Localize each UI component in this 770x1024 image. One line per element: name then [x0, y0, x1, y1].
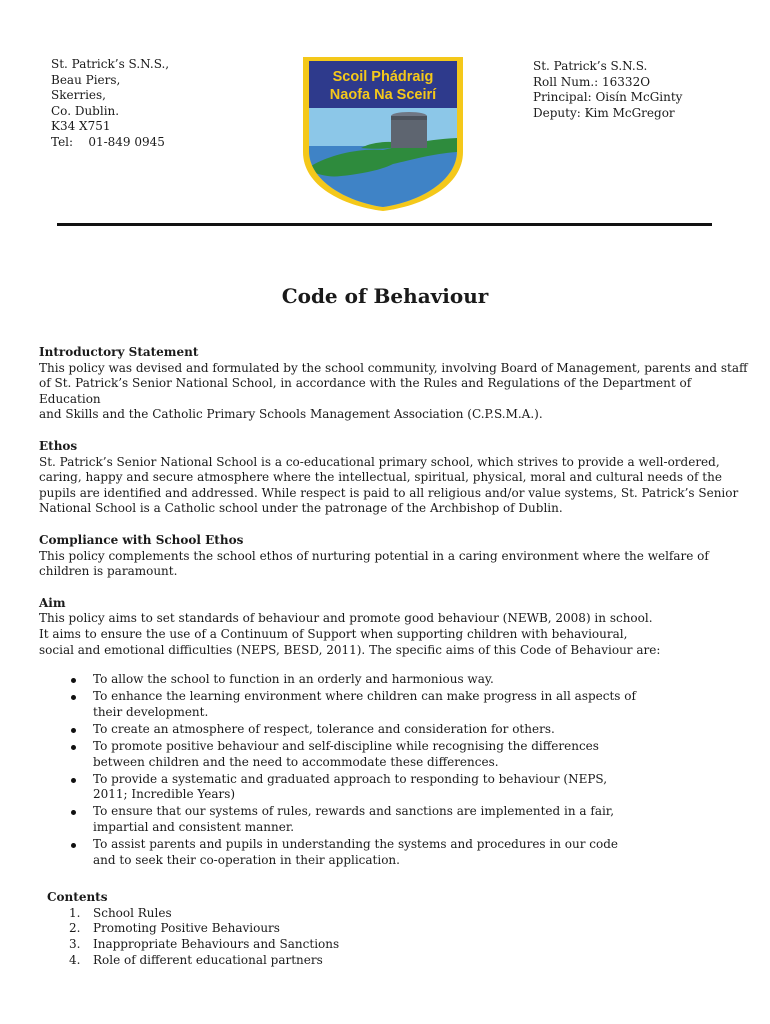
bullet-line: To enhance the learning environment where children can make progress in all aspects of: [93, 689, 636, 704]
paragraph-line: caring, happy and secure atmosphere where the intellectual, spiritual, physical, moral and cultural needs of the: [39, 470, 722, 485]
contents-item-label: Role of different educational partners: [93, 952, 323, 967]
section-contents: [39, 890, 751, 968]
paragraph-line: pupils are identified and addressed. While respect is paid to all religious and/or value systems, St. Patrick’s Senior: [39, 485, 739, 500]
section-heading: Introductory Statement: [39, 345, 199, 359]
contents-item-number: 1.: [69, 905, 81, 920]
bullet-line: To create an atmosphere of respect, tolerance and consideration for others.: [93, 721, 555, 736]
bullet-line: To assist parents and pupils in understanding the systems and procedures in our code: [93, 837, 619, 852]
paragraph-line: social and emotional difficulties (NEPS, BESD, 2011). The specific aims of this Code of Behaviour are:: [39, 642, 661, 657]
aim-bullet: [93, 804, 751, 835]
bullet-line: impartial and consistent manner.: [93, 819, 295, 834]
aims-list: [39, 672, 751, 868]
bullet-line: To ensure that our systems of rules, rewards and sanctions are implemented in a fair,: [93, 804, 615, 819]
contents-item: [69, 952, 751, 969]
bullet-line: 2011; Incredible Years): [93, 787, 236, 802]
address-line: St. Patrick’s S.N.S.,: [51, 57, 170, 71]
aim-bullet: [93, 837, 751, 868]
paragraph-line: St. Patrick’s Senior National School is a co-educational primary school, which strives to provide a well-ordered,: [39, 454, 720, 469]
address-line: Tel: 01-849 0945: [51, 134, 165, 149]
bullet-line: To promote positive behaviour and self-discipline while recognising the differences: [93, 738, 599, 753]
contents-item-number: 3.: [69, 937, 81, 951]
info-line: St. Patrick’s S.N.S.: [533, 59, 648, 73]
contents-item-label: Inappropriate Behaviours and Sanctions: [93, 937, 340, 951]
paragraph-line: It aims to ensure the use of a Continuum of Support when supporting children with behavioural,: [39, 626, 628, 641]
address-line: Co. Dublin.: [51, 103, 120, 118]
section-introductory-statement: [39, 345, 751, 423]
section-heading: Ethos: [39, 438, 78, 453]
section-compliance: [39, 533, 751, 580]
aim-bullet: [93, 689, 751, 720]
section-aim: [39, 596, 751, 869]
document-title: Code of Behaviour: [281, 284, 489, 308]
address-line: K34 X751: [51, 119, 111, 134]
contents-item-label: Promoting Positive Behaviours: [93, 921, 280, 936]
bullet-line: between children and the need to accommodate these differences.: [93, 754, 499, 769]
section-heading: Compliance with School Ethos: [39, 532, 244, 547]
info-line: Roll Num.: 16332O: [533, 74, 651, 89]
header-divider: [57, 223, 712, 226]
crest-tower-icon: [391, 112, 427, 148]
contents-item: [69, 921, 751, 937]
crest-name-line1: Scoil Phádraig: [332, 69, 434, 85]
aim-bullet: [93, 739, 751, 770]
bullet-line: their development.: [93, 704, 209, 719]
contents-item-number: 2.: [69, 921, 81, 936]
contents-item-number: 4.: [69, 952, 81, 967]
paragraph-line: of St. Patrick’s Senior National School, in accordance with the Rules and Regulations of the Department of Education: [39, 376, 692, 406]
info-line: Principal: Oisín McGinty: [533, 90, 683, 105]
section-heading: Contents: [47, 890, 108, 905]
bullet-line: and to seek their co-operation in their application.: [93, 852, 400, 867]
school-crest-logo: [301, 56, 465, 211]
bullet-line: To provide a systematic and graduated approach to responding to behaviour (NEPS,: [93, 771, 608, 786]
paragraph-line: This policy complements the school ethos of nurturing potential in a caring environment where the welfare of: [39, 548, 709, 563]
paragraph-line: National School is a Catholic school under the patronage of the Archbishop of Dublin.: [39, 501, 563, 516]
info-line: Deputy: Kim McGregor: [533, 105, 675, 120]
contents-item-label: School Rules: [93, 905, 172, 920]
section-ethos: [39, 439, 751, 517]
paragraph-line: and Skills and the Catholic Primary Schools Management Association (C.P.S.M.A.).: [39, 407, 543, 422]
contents-list: [47, 906, 751, 968]
bullet-line: To allow the school to function in an orderly and harmonious way.: [93, 672, 494, 687]
school-address: [51, 57, 169, 151]
paragraph-line: This policy aims to set standards of behaviour and promote good behaviour (NEWB, 2008) in school.: [39, 611, 653, 626]
document-body: [39, 345, 751, 968]
paragraph-line: children is paramount.: [39, 564, 178, 579]
school-info: [533, 59, 682, 121]
contents-item: [69, 937, 751, 953]
address-line: Skerries,: [51, 88, 106, 103]
aim-bullet: [93, 722, 751, 738]
paragraph-line: This policy was devised and formulated by the school community, involving Board of Management, parents and staff: [39, 360, 748, 375]
crest-name-line2: Naofa Na Sceirí: [329, 87, 437, 103]
address-line: Beau Piers,: [51, 72, 121, 87]
aim-bullet: [93, 672, 751, 688]
section-heading: Aim: [39, 595, 66, 610]
aim-bullet: [93, 772, 751, 803]
contents-item: [69, 905, 751, 922]
